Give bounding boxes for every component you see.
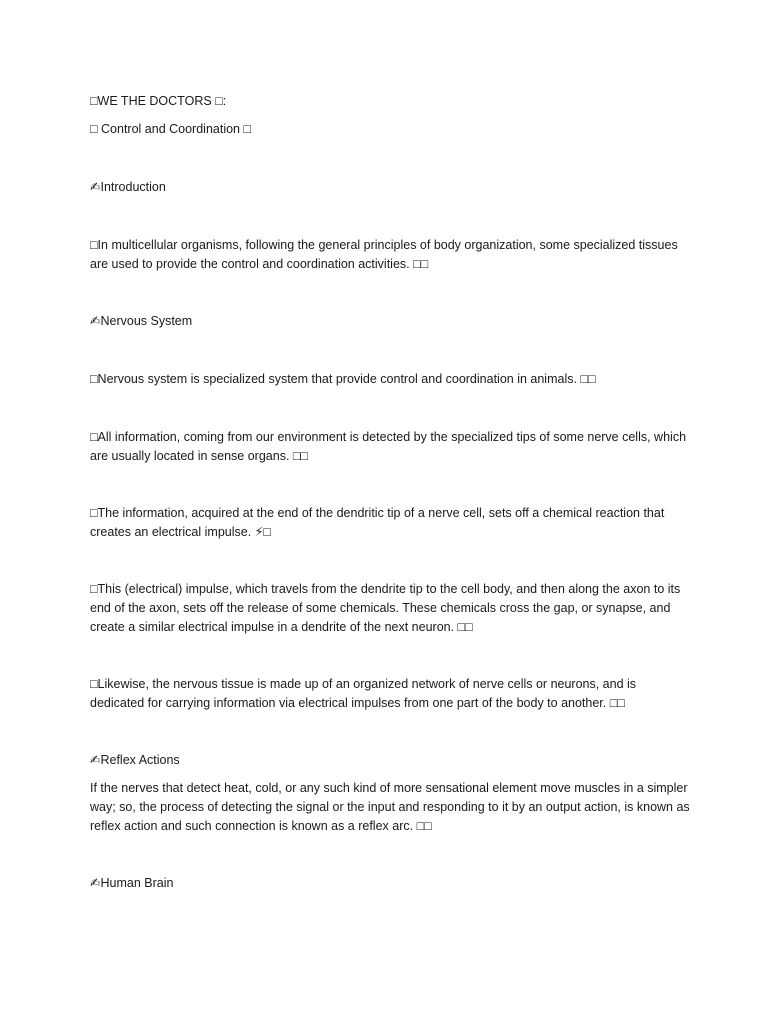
spacer bbox=[90, 139, 690, 178]
heading-introduction: ✍Introduction bbox=[90, 180, 166, 194]
spacer bbox=[90, 542, 690, 580]
spacer bbox=[90, 274, 690, 312]
paragraph-intro-1: □In multicellular organisms, following the general principles of body organization, some specialized tissues are used to provide the control and coordination activities. □□ bbox=[90, 238, 682, 271]
spacer bbox=[90, 111, 690, 120]
paragraph-nervous-5: □Likewise, the nervous tissue is made up of an organized network of nerve cells or neurons, and is dedicated for carrying information via electrical impulses from one part of the body to another. □□ bbox=[90, 677, 640, 710]
heading-human-brain: ✍Human Brain bbox=[90, 876, 174, 890]
topic-title: □ Control and Coordination □ bbox=[90, 122, 252, 136]
document-page bbox=[90, 92, 694, 893]
paragraph-nervous-3: □The information, acquired at the end of the dendritic tip of a nerve cell, sets off a chemical reaction that creates an electrical impulse. ⚡□ bbox=[90, 506, 668, 539]
heading-reflex-actions: ✍Reflex Actions bbox=[90, 753, 180, 767]
paragraph-nervous-2: □All information, coming from our environment is detected by the specialized tips of some nerve cells, which are usually located in sense organs. □□ bbox=[90, 430, 690, 463]
spacer bbox=[90, 713, 690, 751]
heading-nervous-system: ✍Nervous System bbox=[90, 314, 193, 328]
spacer bbox=[90, 770, 690, 779]
paragraph-nervous-4: □This (electrical) impulse, which travels from the dendrite tip to the cell body, and then along the axon to its end of the axon, sets off the release of some chemicals. These chemicals cross the gap, or synapse, and create a similar electrical impulse in a dendrite of the next neuron. □□ bbox=[90, 582, 684, 634]
spacer bbox=[90, 637, 690, 675]
spacer bbox=[90, 197, 690, 236]
paragraph-nervous-1: □Nervous system is specialized system that provide control and coordination in animals. □□ bbox=[90, 372, 596, 386]
spacer bbox=[90, 389, 690, 428]
brand-line: □WE THE DOCTORS □: bbox=[90, 94, 227, 108]
paragraph-reflex-1: If the nerves that detect heat, cold, or any such kind of more sensational element move muscles in a simpler way; so, the process of detecting the signal or the input and responding to it by an output action, is known as reflex action and such connection is known as a reflex arc. □□ bbox=[90, 781, 694, 833]
spacer bbox=[90, 836, 690, 874]
spacer bbox=[90, 466, 690, 504]
spacer bbox=[90, 331, 690, 370]
